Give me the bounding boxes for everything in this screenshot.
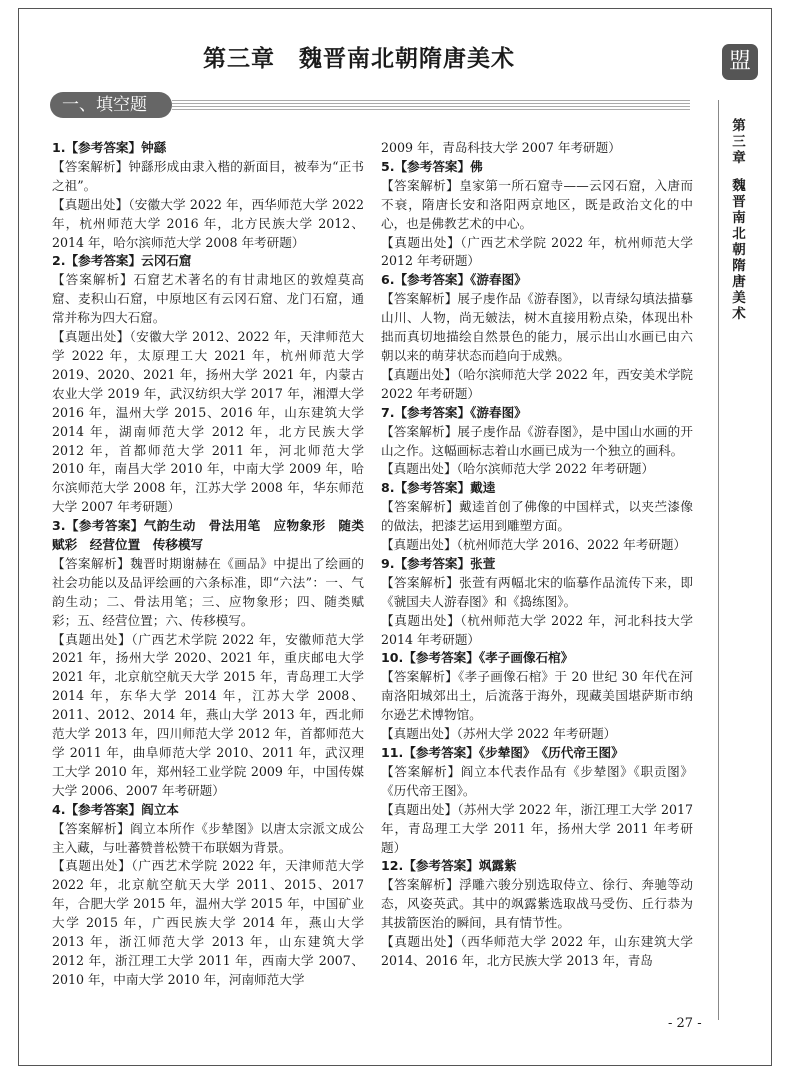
paragraph: 【答案解析】阎立本所作《步辇图》以唐太宗派文成公主入藏，与吐蕃赞普松赞干布联姻为背景。 [52, 820, 364, 855]
paragraph: 2009 年，青岛科技大学 2007 年考研题） [381, 140, 621, 155]
answer-heading: 4.【参考答案】阎立本 [52, 801, 179, 817]
side-divider [718, 100, 719, 1020]
paragraph: 【答案解析】展子虔作品《游春图》，是中国山水画的开山之作。这幅画标志着山水画已成为一个独立的画科。 [381, 423, 693, 458]
paragraph: 【真题出处】（安徽大学 2022 年，西华师范大学 2022 年，杭州师范大学 2016 年，北方民族大学 2012、2014 年，哈尔滨师范大学 2008 年考研题） [52, 196, 364, 250]
section-rule [172, 100, 690, 110]
paragraph: 【真题出处】（西华师范大学 2022 年，山东建筑大学 2014、2016 年，北方民族大学 2013 年，青岛 [381, 934, 693, 968]
paragraph: 【真题出处】（广西艺术学院 2022 年，天津师范大学 2022 年，北京航空航天大学 2011、2015、2017 年，合肥大学 2015 年，温州大学 2015 年，中国矿业大学 2015 年，广西民族大学 2014 年，燕山大学 2013 年，浙江师范大学 2013 年，山东建筑大学 2012 年，浙江理工大学 2011 年，西南大学 2007、2010 年，中南大学 2010 年，河南师范大学 [52, 858, 364, 987]
side-label-char: 北 [732, 226, 746, 242]
answer-heading: 9.【参考答案】张萱 [381, 555, 496, 571]
answer-heading: 8.【参考答案】戴逵 [381, 480, 496, 496]
right-column [381, 139, 693, 971]
answer-heading: 6.【参考答案】《游春图》 [381, 272, 527, 288]
answer-heading: 1.【参考答案】钟繇 [52, 140, 167, 155]
paragraph: 【答案解析】《孝子画像石棺》于 20 世纪 30 年代在河南洛阳城郊出土，后流落于海外，现藏美国堪萨斯市纳尔逊艺术博物馆。 [381, 669, 693, 723]
page-number: - 27 - [668, 1016, 702, 1031]
paragraph: 【真题出处】（哈尔滨师范大学 2022 年考研题） [381, 461, 655, 477]
answer-heading: 12.【参考答案】飒露紫 [381, 858, 517, 874]
paragraph: 【答案解析】戴逵首创了佛像的中国样式，以夹苎漆像的做法，把漆艺运用到雕塑方面。 [381, 499, 693, 534]
paragraph: 【真题出处】（杭州师范大学 2022 年，河北科技大学 2014 年考研题） [381, 612, 693, 647]
side-label-char: 三 [732, 134, 746, 150]
chapter-title: 第三章 魏晋南北朝隋唐美术 [203, 46, 515, 72]
paragraph: 【答案解析】钟繇形成由隶入楷的新面目，被奉为“正书之祖”。 [52, 158, 364, 193]
side-label-char: 术 [732, 306, 746, 322]
paragraph: 【答案解析】石窟艺术著名的有甘肃地区的敦煌莫高窟、麦积山石窟，中原地区有云冈石窟、龙门石窟，通常并称为四大石窟。 [52, 272, 364, 326]
paragraph: 【真题出处】（苏州大学 2022 年，浙江理工大学 2017 年，青岛理工大学 2011 年，扬州大学 2011 年考研题） [381, 801, 693, 855]
paragraph: 【答案解析】皇家第一所石窟寺——云冈石窟，入唐而不衰，隋唐长安和洛阳两京地区，既是政治文化的中心，也是佛教艺术的中心。 [381, 177, 693, 231]
paragraph: 【真题出处】（广西艺术学院 2022 年，安徽师范大学 2021 年，扬州大学 2020、2021 年，重庆邮电大学 2021 年，北京航空航天大学 2015 年，青岛理工大学 2014 年，东华大学 2014 年，江苏大学 2008、2011、2012、2014 年，燕山大学 2013 年，西北师范大学 2013 年，四川师范大学 2012 年，首都师范大学 2011 年，曲阜师范大学 2010、2011 年，武汉理工大学 2010 年，郑州轻工业学院 2009 年，中国传媒大学 2006、2007 年考研题） [52, 631, 364, 798]
answer-heading: 7.【参考答案】《游春图》 [381, 404, 527, 420]
side-chapter-label [726, 118, 752, 322]
side-label-char: 章 [732, 150, 746, 166]
paragraph: 【真题出处】（广西艺术学院 2022 年，杭州师范大学 2012 年考研题） [381, 234, 693, 269]
paragraph: 【真题出处】（杭州师范大学 2016、2022 年考研题） [381, 537, 687, 553]
side-label-char: 南 [732, 210, 746, 226]
answer-heading: 3.【参考答案】气韵生动 骨法用笔 应物象形 随类赋彩 经营位置 传移模写 [52, 518, 364, 553]
paragraph: 【真题出处】（苏州大学 2022 年考研题） [381, 726, 617, 742]
paragraph: 【答案解析】阎立本代表作品有《步辇图》《职贡图》《历代帝王图》。 [381, 763, 693, 798]
paragraph: 【答案解析】魏晋时期谢赫在《画品》中提出了绘画的社会功能以及品评绘画的六条标准，即“六法”：一、气韵生动；二、骨法用笔；三、应物象形；四、随类赋彩；五、经营位置；六、传移模写。 [52, 555, 364, 628]
side-label-char: 晋 [732, 194, 746, 210]
publisher-logo-icon: 盟 [722, 44, 758, 80]
side-label-char: 唐 [732, 274, 746, 290]
side-label-char: 美 [732, 290, 746, 306]
side-label-char: 第 [732, 118, 746, 134]
side-label-char: 隋 [732, 258, 746, 274]
left-column [52, 139, 364, 990]
paragraph: 【真题出处】（安徽大学 2012、2022 年，天津师范大学 2022 年，太原理工大 2021 年，杭州师范大学 2019、2020、2021 年，扬州大学 2021 年，内蒙古农业大学 2019 年，武汉纺织大学 2017 年，湘潭大学 2016 年，温州大学 2015、2016 年，山东建筑大学 2014 年，湖南师范大学 2012 年，北方民族大学 2012 年，首都师范大学 2011 年，河北师范大学 2010 年，南昌大学 2010 年，中南大学 2009 年，哈尔滨师范大学 2008 年，江苏大学 2008 年，华东师范大学 2007 年考研题） [52, 329, 364, 515]
answer-heading: 5.【参考答案】佛 [381, 158, 483, 174]
paragraph: 【真题出处】（哈尔滨师范大学 2022 年，西安美术学院 2022 年考研题） [381, 366, 693, 401]
side-label-char: 朝 [732, 242, 746, 258]
answer-heading: 2.【参考答案】云冈石窟 [52, 253, 192, 269]
paragraph: 【答案解析】浮雕六骏分别选取侍立、徐行、奔驰等动态，风姿英武。其中的飒露紫选取战马受伤、丘行恭为其拔箭医治的瞬间，具有情节性。 [381, 877, 693, 931]
paragraph: 【答案解析】张萱有两幅北宋的临摹作品流传下来，即《虢国夫人游春图》和《捣练图》。 [381, 574, 693, 609]
paragraph: 【答案解析】展子虔作品《游春图》，以青绿勾填法描摹山川、人物，尚无皴法，树木直接用粉点染，体现出朴拙而真切地描绘自然景色的能力，展示出山水画已由六朝以来的萌芽状态而趋向于成熟。 [381, 291, 693, 363]
answer-heading: 10.【参考答案】《孝子画像石棺》 [381, 650, 574, 666]
side-label-char: 魏 [732, 178, 746, 194]
answer-heading: 11.【参考答案】《步辇图》 《历代帝王图》 [381, 745, 624, 760]
section-heading: 一、填空题 [50, 92, 172, 118]
